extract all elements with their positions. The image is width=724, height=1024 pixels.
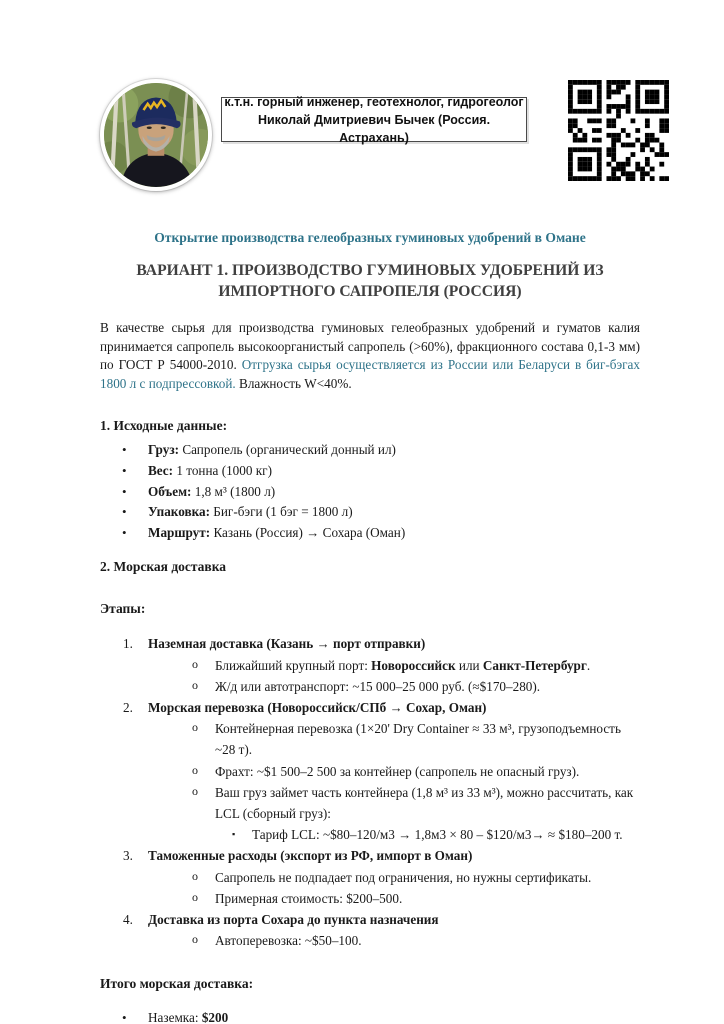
sub-sub-item: ▪ Тариф LCL: ~$80–120/м3 → 1,8м3 × 80 – $120/м3→ ≈ $180–200 т. <box>100 824 640 845</box>
circle-bullet-icon: o <box>192 932 198 947</box>
credentials-line1: к.т.н. горный инженер, геотехнолог, гидрогеолог <box>224 94 524 109</box>
bullet-icon: • <box>122 1010 127 1024</box>
totals-list <box>100 1008 640 1024</box>
bullet-icon: • <box>122 504 127 520</box>
sub-item: o Фрахт: ~$1 500–2 500 за контейнер (сапропель не опасный груз). <box>100 761 640 782</box>
variant-heading: ВАРИАНТ 1. ПРОИЗВОДСТВО ГУМИНОВЫХ УДОБРЕНИЙ ИЗ ИМПОРТНОГО САПРОПЕЛЯ (РОССИЯ) <box>136 262 604 300</box>
bullet-icon: • <box>122 524 127 540</box>
qr-code <box>568 80 669 181</box>
bullet-icon: • <box>122 462 127 478</box>
circle-bullet-icon: o <box>192 677 198 692</box>
document-content <box>100 229 640 1024</box>
credentials-line2: Николай Дмитриевич Бычек (Россия. Астрахань) <box>257 112 491 145</box>
list-item: • Объем: 1,8 м³ (1800 л) <box>100 482 640 503</box>
qr-code-icon <box>568 80 669 181</box>
circle-bullet-icon: o <box>192 762 198 777</box>
portrait-photo-icon <box>104 83 208 187</box>
section1-heading: 1. Исходные данные: <box>100 418 228 434</box>
step-item: 1. Наземная доставка (Казань → порт отправки) <box>123 636 426 652</box>
bullet-icon: • <box>122 442 127 458</box>
circle-bullet-icon: o <box>192 868 198 883</box>
circle-bullet-icon: o <box>192 889 198 904</box>
totals-heading: Итого морская доставка: <box>100 976 254 992</box>
circle-bullet-icon: o <box>192 783 198 798</box>
intro-teal-text: Отгрузка сырья осуществляется из России или Беларуси в биг-бэгах 1800 л с подпрессовкой. <box>100 357 640 391</box>
stages-label: Этапы: <box>100 601 146 617</box>
sub-item: o Примерная стоимость: $200–500. <box>100 888 640 909</box>
intro-paragraph: В качестве сырья для производства гуминовых гелеобразных удобрений и гуматов калия принимается сапропель высокоорганистый сапропель (>60%), фракционного состава 0,1-3 мм) по ГОСТ Р 54000-2010. Отгрузка сырья осуществляется из России или Беларуси в биг-бэгах 1800 л с подпрессовкой. Влажность W<40%. <box>100 320 640 391</box>
list-item: • Маршрут: Казань (Россия) → Сохара (Оман) <box>100 523 640 544</box>
step-item: 2. Морская перевозка (Новороссийск/СПб → Сохар, Оман) <box>123 699 487 715</box>
bullet-icon: • <box>122 483 127 499</box>
circle-bullet-icon: o <box>192 656 198 671</box>
list-item: • Наземка: $200 <box>100 1008 640 1024</box>
initial-data-list <box>100 440 640 543</box>
step-item: 3. Таможенные расходы (экспорт из РФ, импорт в Оман) <box>123 848 473 864</box>
circle-bullet-icon: o <box>192 720 198 735</box>
credentials-box <box>221 94 527 145</box>
step-item: 4. Доставка из порта Сохара до пункта назначения <box>123 911 439 927</box>
list-item: • Вес: 1 тонна (1000 кг) <box>100 461 640 482</box>
sub-item: o Ваш груз займет часть контейнера (1,8 м³ из 33 м³), можно рассчитать, как LCL (сборный груз): <box>100 782 640 824</box>
list-item: • Груз: Сапропель (органический донный ил) <box>100 440 640 461</box>
sub-item: o Ближайший крупный порт: Новороссийск или Санкт-Петербург. <box>100 655 640 676</box>
stages-list <box>100 633 640 951</box>
sub-item: o Сапропель не подпадает под ограничения, но нужны сертификаты. <box>100 867 640 888</box>
page-title: Открытие производства гелеобразных гуминовых удобрений в Омане <box>154 230 586 245</box>
square-bullet-icon: ▪ <box>232 829 236 840</box>
section2-heading: 2. Морская доставка <box>100 559 227 575</box>
sub-item: o Автоперевозка: ~$50–100. <box>100 930 640 951</box>
sub-item: o Контейнерная перевозка (1×20' Dry Container ≈ 33 м³, грузоподъемность ~28 т). <box>100 718 640 760</box>
sub-item: o Ж/д или автотранспорт: ~15 000–25 000 руб. (≈$170–280). <box>100 676 640 697</box>
list-item: • Упаковка: Биг-бэги (1 бэг = 1800 л) <box>100 502 640 523</box>
avatar <box>100 79 212 191</box>
